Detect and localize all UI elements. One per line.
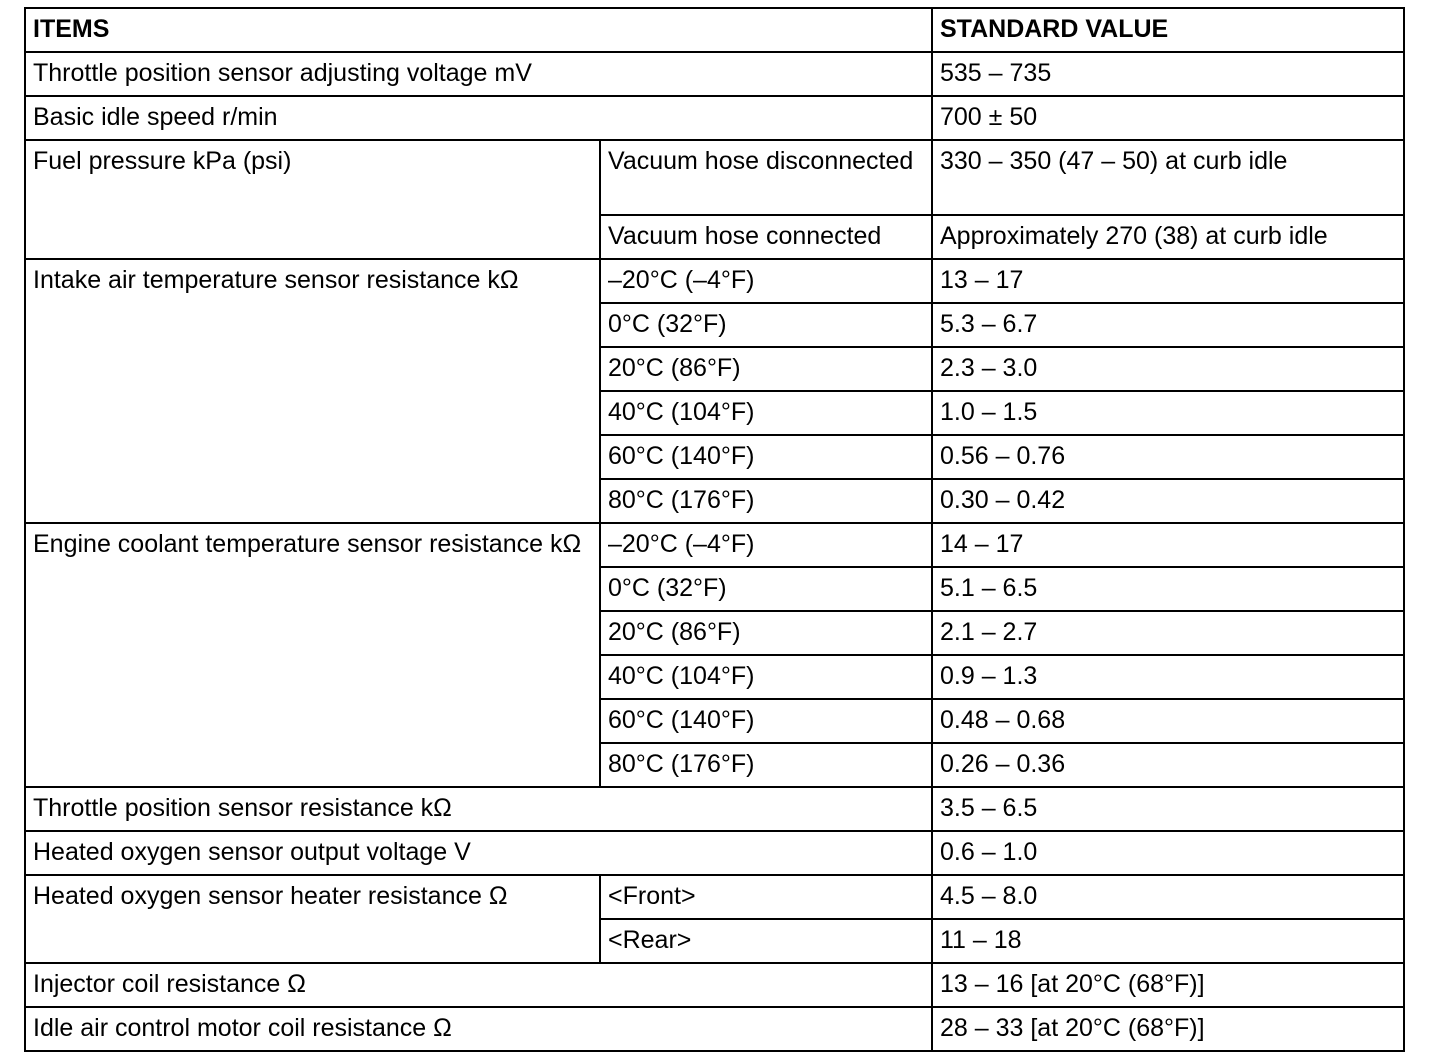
standard-value-table (24, 7, 1405, 1052)
condition: –20°C (–4°F) (600, 259, 932, 303)
standard-value: 535 – 735 (932, 52, 1404, 96)
standard-value: 14 – 17 (932, 523, 1404, 567)
table-row (25, 875, 1404, 919)
item-label: Engine coolant temperature sensor resistance kΩ (25, 523, 600, 787)
standard-value: 3.5 – 6.5 (932, 787, 1404, 831)
condition: 40°C (104°F) (600, 655, 932, 699)
item-label: Intake air temperature sensor resistance kΩ (25, 259, 600, 523)
standard-value: 5.3 – 6.7 (932, 303, 1404, 347)
header-standard-value: STANDARD VALUE (932, 8, 1404, 52)
table-row (25, 787, 1404, 831)
standard-value: 0.48 – 0.68 (932, 699, 1404, 743)
item-label: Idle air control motor coil resistance Ω (25, 1007, 932, 1051)
condition: 80°C (176°F) (600, 479, 932, 523)
table-row (25, 140, 1404, 215)
standard-value: 11 – 18 (932, 919, 1404, 963)
standard-value: 0.26 – 0.36 (932, 743, 1404, 787)
table-row (25, 523, 1404, 567)
condition: 80°C (176°F) (600, 743, 932, 787)
standard-value: 2.1 – 2.7 (932, 611, 1404, 655)
standard-value: 700 ± 50 (932, 96, 1404, 140)
condition: 20°C (86°F) (600, 347, 932, 391)
item-label: Throttle position sensor adjusting voltage mV (25, 52, 932, 96)
standard-value: 28 – 33 [at 20°C (68°F)] (932, 1007, 1404, 1051)
condition: <Rear> (600, 919, 932, 963)
table-row (25, 96, 1404, 140)
table-header-row (25, 8, 1404, 52)
standard-value: 0.30 – 0.42 (932, 479, 1404, 523)
standard-value: Approximately 270 (38) at curb idle (932, 215, 1404, 259)
standard-value: 0.9 – 1.3 (932, 655, 1404, 699)
condition: 0°C (32°F) (600, 303, 932, 347)
standard-value: 13 – 16 [at 20°C (68°F)] (932, 963, 1404, 1007)
condition: Vacuum hose connected (600, 215, 932, 259)
table-row (25, 52, 1404, 96)
table-row (25, 259, 1404, 303)
condition: Vacuum hose disconnected (600, 140, 932, 215)
condition: 20°C (86°F) (600, 611, 932, 655)
standard-value: 330 – 350 (47 – 50) at curb idle (932, 140, 1404, 215)
item-label: Basic idle speed r/min (25, 96, 932, 140)
item-label: Injector coil resistance Ω (25, 963, 932, 1007)
standard-value: 0.56 – 0.76 (932, 435, 1404, 479)
condition: –20°C (–4°F) (600, 523, 932, 567)
condition: 0°C (32°F) (600, 567, 932, 611)
item-label: Heated oxygen sensor output voltage V (25, 831, 932, 875)
standard-value: 4.5 – 8.0 (932, 875, 1404, 919)
item-label: Heated oxygen sensor heater resistance Ω (25, 875, 600, 963)
item-label: Throttle position sensor resistance kΩ (25, 787, 932, 831)
table-row (25, 1007, 1404, 1051)
condition: 60°C (140°F) (600, 435, 932, 479)
condition: 40°C (104°F) (600, 391, 932, 435)
header-items: ITEMS (25, 8, 932, 52)
standard-value: 2.3 – 3.0 (932, 347, 1404, 391)
standard-value: 13 – 17 (932, 259, 1404, 303)
standard-value: 5.1 – 6.5 (932, 567, 1404, 611)
condition: 60°C (140°F) (600, 699, 932, 743)
table-row (25, 831, 1404, 875)
item-label: Fuel pressure kPa (psi) (25, 140, 600, 259)
condition: <Front> (600, 875, 932, 919)
standard-value: 0.6 – 1.0 (932, 831, 1404, 875)
table-row (25, 963, 1404, 1007)
standard-value: 1.0 – 1.5 (932, 391, 1404, 435)
